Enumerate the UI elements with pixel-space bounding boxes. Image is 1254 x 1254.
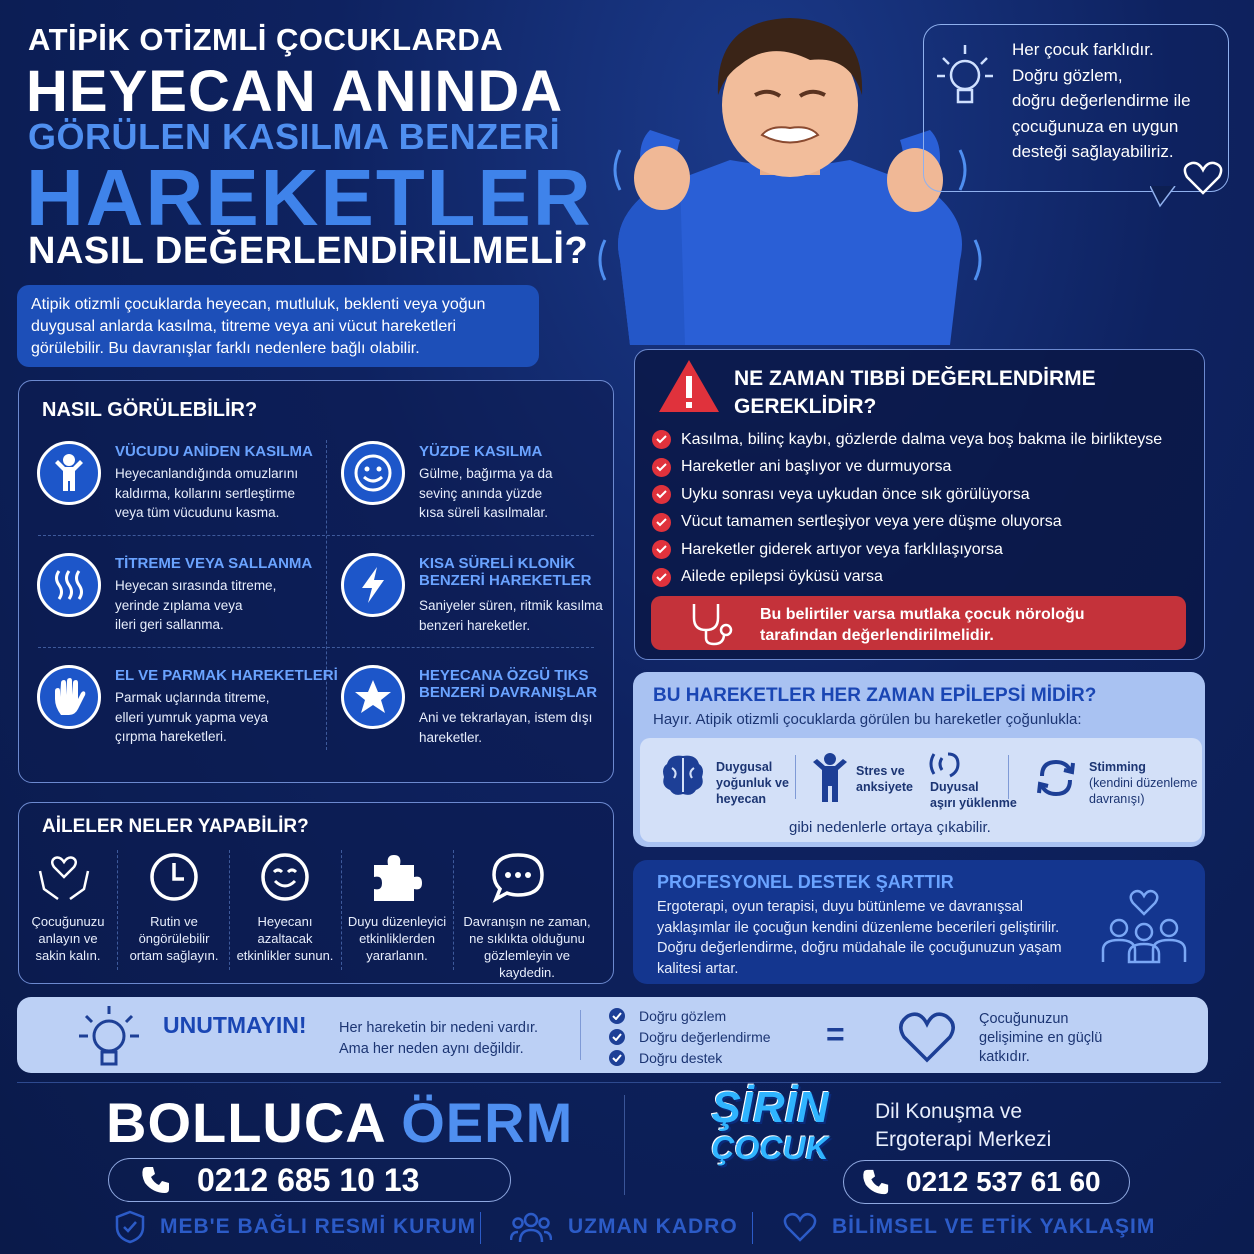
epilepsy-footer: gibi nedenlerle ortaya çıkabilir. [789,819,991,836]
sensory-icon [928,750,968,782]
list-item: Doğru destek [609,1047,771,1068]
chat-icon [490,851,546,903]
list-item: Hareketler ani başlıyor ve durmuyorsa [652,454,1162,482]
family-item: Çocuğunuzu anlayın ve sakin kalın. [31,914,105,963]
stethoscope-icon [688,600,738,648]
cause-text: Stimming (kendini düzenleme davranışı) [1089,760,1198,806]
heart-hands-icon [36,851,92,903]
check-icon [652,513,671,532]
cause-text: Duyusal aşırı yüklenme [930,780,1017,810]
heart-icon [1183,160,1223,196]
family-title: AİLELER NELER YAPABİLİR? [42,816,309,837]
equals-sign: = [826,1016,845,1052]
badge-scientific: BİLİMSEL VE ETİK YAKLAŞIM [832,1215,1156,1238]
title-line-1: ATİPİK OTİZMLİ ÇOCUKLARDA [28,22,504,57]
how-item-text: Ani ve tekrarlayan, istem dışı hareketler. [419,710,593,745]
shield-icon [115,1210,145,1244]
list-item: Doğru gözlem [609,1005,771,1026]
clock-icon [148,851,200,903]
check-icon [609,1029,625,1045]
center-name: Dil Konuşma ve Ergoterapi Merkezi [875,1100,1052,1151]
footer-divider [17,1082,1221,1083]
how-item-title: TİTREME VEYA SALLANMA [115,555,313,572]
how-item-text: Saniyeler süren, ritmik kasılma benzeri hareketler. [419,598,603,633]
how-item-title: YÜZDE KASILMA [419,443,543,460]
list-item: Vücut tamamen sertleşiyor veya yere düşme oluyorsa [652,509,1162,537]
stress-person-icon [810,752,850,804]
heart-icon [896,1008,958,1064]
lightbulb-icon [77,1002,141,1070]
remember-checks [609,1005,771,1068]
intro-box [17,285,539,367]
puzzle-icon [370,851,422,903]
how-title: NASIL GÖRÜLEBİLİR? [42,399,258,421]
cause-text: Duygusal yoğunluk ve heyecan [716,760,789,806]
bubble-text: Her çocuk farklıdır. Doğru gözlem, doğru değerlendirme ile çocuğunuza en uygun desteği sağlayabiliriz. [1012,40,1191,161]
hand-icon [37,665,101,729]
check-icon [652,458,671,477]
epilepsy-title: BU HAREKETLER HER ZAMAN EPİLEPSİ MİDİR? [653,685,1097,706]
cause-text: Stres ve anksiyete [856,764,913,794]
badge-expert: UZMAN KADRO [568,1215,738,1238]
calm-face-icon [259,851,311,903]
title-line-5: NASIL DEĞERLENDİRİLMELİ? [28,230,589,272]
remember-title: UNUTMAYIN! [163,1012,307,1038]
title-line-4: HAREKETLER [26,153,593,242]
how-item-text: Heyecan sırasında titreme, yerinde zıplama veya ileri geri sallanma. [115,578,277,632]
how-item-text: Parmak uçlarında titreme, elleri yumruk yapma veya çırpma hareketleri. [115,690,270,744]
phone-icon [141,1165,171,1195]
phone-1[interactable]: 0212 685 10 13 [108,1158,511,1202]
person-icon [37,441,101,505]
check-icon [609,1008,625,1024]
list-item: Doğru değerlendirme [609,1026,771,1047]
how-item-title: HEYECANA ÖZGÜ TIKS BENZERİ DAVRANIŞLAR [419,667,598,701]
family-item: Heyecanı azaltacak etkinlikler sunun. [236,914,334,963]
phone-icon [862,1168,890,1196]
check-icon [652,568,671,587]
title-line-2: HEYECAN ANINDA [26,59,564,124]
how-item-title: KISA SÜRELİ KLONİK BENZERİ HAREKETLER [419,555,592,589]
badge-official: MEB'E BAĞLI RESMİ KURUM [160,1215,477,1238]
brand-name: BOLLUCA ÖERM [106,1091,574,1154]
alert-text: Bu belirtiler varsa mutlaka çocuk nöroloğu tarafından değerlendirilmelidir. [760,606,1085,644]
warning-icon [657,358,721,414]
pro-text: Ergoterapi, oyun terapisi, duyu bütünleme ve davranışsal yaklaşımlar ile çocuğun kendini düzenleme becerileri geliştirilir. Doğru değerlendirme, doğru müdahale ile çocuğunuzun yaşam kalitesi artar. [657,899,1062,977]
how-item-text: Gülme, bağırma ya da sevinç anında yüzde kısa süreli kasılmalar. [419,466,553,520]
medical-title: NE ZAMAN TIBBİ DEĞERLENDİRME GEREKLİDİR? [734,367,1096,418]
title-line-3: GÖRÜLEN KASILMA BENZERİ [28,116,561,157]
list-item: Kasılma, bilinç kaybı, gözlerde dalma veya boş bakma ile birlikteyse [652,426,1162,454]
list-item: Hareketler giderek artıyor veya farklılaşıyorsa [652,536,1162,564]
smiley-icon [341,441,405,505]
list-item: Ailede epilepsi öyküsü varsa [652,564,1162,592]
family-heart-icon [1097,880,1191,966]
lightning-icon [341,553,405,617]
sirin-logo: ŞİRİN ÇOCUK [711,1083,829,1166]
family-item: Rutin ve öngörülebilir ortam sağlayın. [129,914,219,963]
team-icon [510,1210,552,1244]
family-item: Duyu düzenleyici etkinliklerden yararlanın. [347,914,447,963]
check-icon [652,430,671,449]
wave-icon [37,553,101,617]
how-item-text: Heyecanlandığında omuzlarını kaldırma, kollarını sertleştirme veya tüm vücudunu kasma. [115,466,299,520]
cycle-icon [1034,756,1078,800]
brain-icon [660,752,706,798]
family-item: Davranışın ne zaman, ne sıklıkta olduğunu gözlemleyin ve kaydedin. [463,914,591,980]
intro-text: Atipik otizmli çocuklarda heyecan, mutluluk, beklenti veya yoğun duygusal anlarda kasılma, titreme veya ani vücut hareketleri görülebilir. Bu davranışlar farklı nedenlere bağlı olabilir. [31,296,486,357]
how-item-title: EL VE PARMAK HAREKETLERİ [115,667,338,684]
check-icon [652,485,671,504]
list-item: Uyku sonrası veya uykudan önce sık görülüyorsa [652,481,1162,509]
star-icon [341,665,405,729]
check-icon [609,1050,625,1066]
check-icon [652,540,671,559]
epilepsy-subtitle: Hayır. Atipik otizmli çocuklarda görülen bu hareketler çoğunlukla: [653,711,1082,728]
medical-criteria-list [652,426,1162,591]
remember-text: Her hareketin bir nedeni vardır. Ama her neden aynı değildir. [339,1020,539,1057]
pro-title: PROFESYONEL DESTEK ŞARTTIR [657,872,954,892]
how-item-title: VÜCUDU ANİDEN KASILMA [115,443,313,460]
remember-result: Çocuğunuzun gelişimine en güçlü katkıdır. [979,1011,1103,1065]
heart-icon [783,1212,817,1242]
phone-2[interactable]: 0212 537 61 60 [843,1160,1130,1204]
lightbulb-icon [935,40,995,115]
